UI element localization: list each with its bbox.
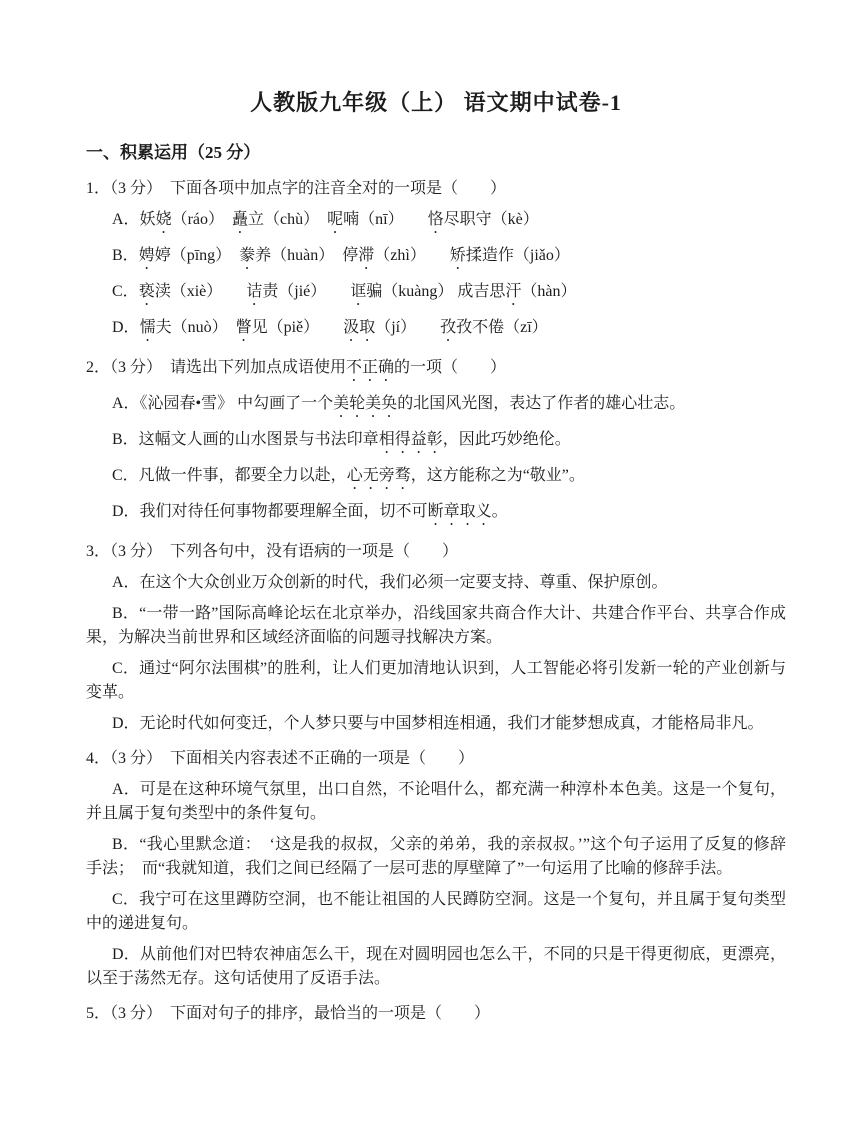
emphasized-char: 汗 (505, 283, 522, 300)
text-segment: D． (112, 319, 140, 336)
text-segment: （jí） (375, 319, 441, 336)
question-3-option-c (86, 657, 786, 705)
question-2-option-a (86, 392, 786, 421)
text-segment: D．从前他们对巴特农神庙怎么干，现在对圆明园也怎么干，不同的只是干得更彻底，更漂亮，以至于荡然无存。这句话使用了反语手法。 (86, 946, 786, 987)
text-segment: 夫（nuò） (155, 319, 236, 336)
text-segment: C．凡做一件事，都要全力以赴， (112, 467, 347, 484)
emphasized-char: 娉 (138, 247, 155, 264)
text-segment: 喃（nī） (343, 211, 428, 228)
question-1 (86, 177, 786, 345)
emphasized-char: 汲 (343, 319, 360, 336)
question-3-stem (86, 540, 786, 564)
text-segment: 孜不倦（zī） (456, 319, 548, 336)
emphasized-char: 不正确 (346, 359, 395, 376)
question-3-option-a (86, 571, 786, 595)
emphasized-char: 诘 (246, 283, 263, 300)
question-4-option-d (86, 943, 786, 991)
exam-content (86, 140, 786, 1026)
emphasized-char: 恪 (427, 211, 444, 228)
text-segment: 养（huàn） 停 (255, 247, 359, 264)
text-segment: A．在这个大众创业万众创新的时代，我们必须一定要支持、尊重、保护原创。 (112, 574, 668, 591)
text-segment: C．通过“阿尔法围棋”的胜利，让人们更加清地认识到，人工智能必将引发新一轮的产业创新与变革。 (86, 660, 786, 701)
question-2-option-c (86, 464, 786, 493)
question-4-stem (86, 747, 786, 771)
text-segment: C．我宁可在这里蹲防空洞，也不能让祖国的人民蹲防空洞。这是一个复句，并且属于复句类型中的递进复句。 (86, 891, 786, 932)
text-segment: 。 (491, 503, 508, 520)
question-1-option-a (86, 208, 786, 237)
emphasized-char: 滞 (358, 247, 375, 264)
text-segment: ，因此巧妙绝伦。 (442, 431, 571, 448)
text-segment: ，这方能称之为“敬业”。 (410, 467, 585, 484)
text-segment: B．这幅文人画的山水图景与书法印章 (112, 431, 379, 448)
emphasized-char: 断章取义 (427, 503, 492, 520)
text-segment: A．可是在这种环境气氛里，出口自然，不论唱什么，都充满一种淳朴本色美。这是一个复句，并且属于复句类型中的条件复句。 (86, 781, 786, 822)
emphasized-char: 呢 (327, 211, 344, 228)
text-segment: （hàn） (521, 283, 577, 300)
question-2-stem (86, 356, 786, 385)
text-segment: 3．（3 分） 下列各句中，没有语病的一项是（ ） (86, 543, 459, 560)
emphasized-char: 矗 (232, 211, 249, 228)
text-segment: B． (112, 247, 139, 264)
emphasized-char: 美轮美奂 (333, 395, 398, 412)
question-2-option-b (86, 428, 786, 457)
emphasized-char: 诓 (350, 283, 367, 300)
text-segment: A．《沁园春•雪》 中勾画了一个 (112, 395, 334, 412)
text-segment: （ráo） (171, 211, 233, 228)
text-segment: C． (112, 283, 139, 300)
text-segment: 4．（3 分） 下面相关内容表述不正确的一项是（ ） (86, 750, 475, 767)
text-segment: 责（jié） (262, 283, 351, 300)
text-segment: 立（chù） (248, 211, 328, 228)
emphasized-char: 相得益彰 (378, 431, 443, 448)
question-4 (86, 747, 786, 991)
text-segment: 2．（3 分） 请选出下列加点成语使用 (86, 359, 347, 376)
question-1-option-b (86, 244, 786, 273)
text-segment: 渎（xiè） (154, 283, 247, 300)
question-2 (86, 356, 786, 529)
emphasized-char: 懦 (139, 319, 156, 336)
question-2-option-d (86, 500, 786, 529)
text-segment: 的北国风光图，表达了作者的雄心壮志。 (397, 395, 686, 412)
emphasized-char: 亵 (138, 283, 155, 300)
question-4-option-c (86, 888, 786, 936)
question-3 (86, 540, 786, 736)
question-1-option-d (86, 316, 786, 345)
emphasized-char: 娆 (155, 211, 172, 228)
question-4-option-b (86, 833, 786, 881)
text-segment: B．“一带一路”国际高峰论坛在北京举办，沿线国家共商合作大计、共建合作平台、共享合作成果，为解决当前世界和区域经济面临的问题寻找解决方案。 (86, 605, 786, 646)
question-1-stem (86, 177, 786, 201)
emphasized-char: 瞥 (235, 319, 252, 336)
text-segment: （zhì） (374, 247, 450, 264)
text-segment: 5．（3 分） 下面对句子的排序，最恰当的一项是（ ） (86, 1005, 491, 1022)
question-4-option-a (86, 778, 786, 826)
question-1-option-c (86, 280, 786, 309)
emphasized-char: 取 (359, 319, 376, 336)
text-segment: A．妖 (112, 211, 156, 228)
text-segment: 的一项（ ） (394, 359, 507, 376)
text-segment: 见（piě） (251, 319, 344, 336)
question-3-option-d (86, 712, 786, 736)
question-5 (86, 1002, 786, 1026)
emphasized-char: 心无旁骛 (346, 467, 411, 484)
text-segment: 骗（kuàng） 成吉思 (366, 283, 506, 300)
question-5-stem (86, 1002, 786, 1026)
text-segment: D．无论时代如何变迁，个人梦只要与中国梦相连相通，我们才能梦想成真，才能格局非凡。 (112, 715, 764, 732)
emphasized-char: 孜 (440, 319, 457, 336)
emphasized-char: 矫 (449, 247, 466, 264)
text-segment: B．“我心里默念道： ‘这是我的叔叔，父亲的弟弟，我的亲叔叔。’”这个句子运用了反复的修辞手法； 而“我就知道，我们之间已经隔了一层可悲的厚壁障了”一句运用了比喻的修辞手法。 (86, 836, 786, 877)
text-segment: 揉造作（jiǎo） (465, 247, 570, 264)
text-segment: D．我们对待任何事物都要理解全面，切不可 (112, 503, 428, 520)
text-segment: 尽职守（kè） (443, 211, 539, 228)
text-segment: 婷（pīng） (154, 247, 240, 264)
question-3-option-b (86, 602, 786, 650)
section-heading: 一、积累运用（25 分） (86, 143, 261, 162)
exam-title: 人教版九年级（上） 语文期中试卷-1 (250, 90, 622, 115)
text-segment: 1．（3 分） 下面各项中加点字的注音全对的一项是（ ） (86, 180, 507, 197)
emphasized-char: 豢 (239, 247, 256, 264)
